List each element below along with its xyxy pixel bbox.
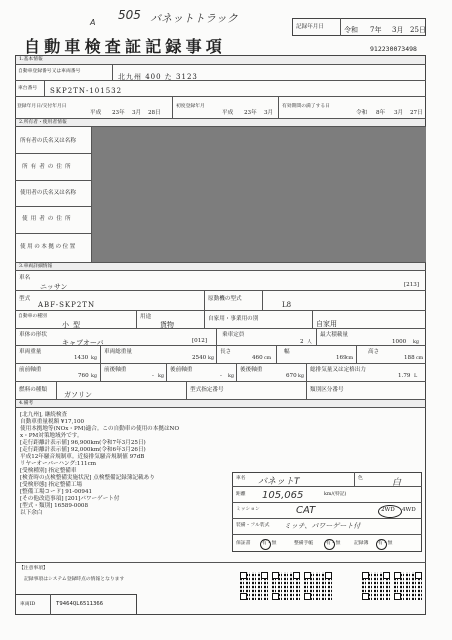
vehicle-id-value: T9464QL6511366 (56, 601, 104, 607)
card-distance-label: 距離 (236, 492, 246, 497)
expiry-year: 8年 (376, 110, 386, 116)
type-no-label: 型式指定番号 (190, 387, 224, 393)
class-no-label: 類別区分番号 (310, 387, 344, 393)
fr-axle-label: 前後軸重 (104, 367, 127, 373)
remark-line: 平成12年騒音規制車。近接排気騒音規制値 97dB (20, 454, 145, 460)
card-color-label: 色 (358, 476, 363, 481)
displacement-label: 総排気量又は定格出力 (310, 367, 366, 373)
ff-axle-label: 前前軸重 (19, 367, 42, 373)
remark-line: [受検種別] 指定整備車 (20, 468, 77, 474)
rr-axle-unit: kg (298, 374, 304, 379)
width-label: 幅 (284, 349, 290, 355)
remark-line: [北九州], 継続検査 (20, 412, 68, 418)
remark-line: [その他改造事項] [201]パワーゲート付 (20, 496, 120, 502)
maintenance-label: 整備手帳 (294, 541, 314, 546)
section1-heading: 1.基本情報 (19, 57, 43, 62)
warranty-options: 有・無 (262, 541, 277, 546)
expiry-era: 令和 (356, 110, 368, 116)
handwritten-mark-a: A (90, 18, 96, 27)
notes-text: 記録事項はシステム登録時点の情報となります (24, 577, 125, 582)
user-name-label: 使用者の氏名又は名称 (20, 190, 76, 196)
record-book-label: 記録簿 (354, 541, 369, 546)
remark-line: [受検形態] 指定整備工場 (20, 482, 83, 488)
rr-axle-value: 670 (286, 373, 297, 379)
maintenance-yes-circle (324, 539, 335, 550)
height-unit: cm (416, 356, 424, 361)
card-distance-unit: km/(特記) (324, 492, 347, 497)
shape-value: キャブオーバ (62, 339, 104, 347)
gross-label: 車両総重量 (104, 349, 132, 355)
notes-heading: 【注意事項】 (19, 566, 48, 571)
max-load-label: 最大積載量 (320, 332, 348, 338)
section4-heading: 4.備考 (19, 401, 34, 406)
use-value: 貨物 (160, 321, 174, 329)
private-label: 自家用・事業用の別 (208, 316, 259, 322)
card-mission-value: CAT (296, 505, 316, 516)
rf-axle-unit: kg (228, 374, 234, 379)
remark-line: [検査時の点検整備実施状況] 点検整備記録簿記載あり (20, 475, 155, 481)
remarks-list (20, 412, 240, 517)
width-unit: cm (346, 356, 354, 361)
shape-code: [012] (192, 338, 208, 344)
record-date-year: 7年 (370, 26, 382, 34)
card-mission-label: ミッション (236, 507, 260, 512)
initial-era: 平成 (222, 110, 234, 116)
shape-label: 車体の形状 (19, 332, 47, 338)
fuel-value: ガソリン (64, 391, 92, 399)
first-reg-day: 28日 (148, 110, 161, 116)
remark-line: [走行距離計表示値] 96,900km(令和7年3月25日) (20, 440, 146, 446)
height-value: 188 (404, 355, 415, 361)
vehicle-id-label: 車両ID (20, 602, 36, 607)
rr-axle-label: 後後軸重 (240, 367, 263, 373)
fr-axle-value: - (152, 373, 154, 379)
engine-label: 原動機の型式 (208, 296, 242, 302)
card-name-value: バネットT (258, 477, 300, 487)
first-reg-era: 平成 (90, 110, 102, 116)
record-date-label: 記録年月日 (296, 24, 324, 30)
qr-code-3 (304, 572, 332, 600)
card-name-label: 車名 (236, 476, 246, 481)
initial-month: 3月 (264, 110, 274, 116)
drive-2wd-option: 2WD (381, 507, 395, 513)
width-value: 169 (336, 355, 347, 361)
remark-line: x・PM対策地域外です。 (20, 433, 83, 439)
owner-address-label: 所有者の住所 (22, 164, 74, 170)
fuel-label: 燃料の種類 (19, 387, 47, 393)
use-label: 用途 (140, 314, 152, 320)
card-distance-value: 105,065 (262, 490, 304, 501)
maker-label: 車名 (19, 275, 31, 281)
page-title: 自動車検査証記録事項 (24, 37, 227, 56)
maker-value: ニッサン (40, 283, 68, 291)
warranty-label: 保証書 (236, 541, 251, 546)
drive-4wd-option: 4WD (402, 507, 416, 513)
ff-axle-value: 760 (78, 373, 89, 379)
remark-line: 自動車重量税額 ¥17,100 (20, 419, 85, 425)
first-reg-year: 23年 (112, 110, 125, 116)
record-date-era: 令和 (344, 26, 358, 34)
maker-code: [213] (404, 282, 420, 288)
remark-line: 以下余白 (20, 510, 43, 516)
section2-heading: 2.所有者・使用者情報 (19, 120, 67, 125)
record-book-yes-circle (376, 539, 387, 550)
warranty-yes-circle (260, 539, 271, 550)
kind-label: 自動車の種別 (18, 314, 47, 319)
max-load-unit: kg (413, 340, 419, 345)
weight-value: 1430 (74, 355, 89, 361)
capacity-unit: 人 (307, 340, 312, 345)
fr-axle-unit: kg (158, 374, 164, 379)
owner-info-redaction (92, 127, 426, 262)
owner-name-label: 所有者の氏名又は名称 (20, 138, 76, 144)
length-unit: cm (264, 356, 272, 361)
engine-value: L8 (282, 301, 292, 309)
expiry-label: 有効期間の満了する日 (282, 104, 330, 109)
remark-line: [型式・類別] 16589-0008 (20, 503, 89, 509)
rf-axle-label: 後前軸重 (170, 367, 193, 373)
capacity-label: 乗車定員 (222, 332, 245, 338)
qr-code-5 (394, 572, 422, 600)
remark-line: 使用本拠地等(NOx・PM)適合。この自動車の使用の本拠はNO (20, 426, 180, 432)
remark-line: [走行距離計表示値] 92,000km(令和6年3月26日) (20, 447, 146, 453)
length-value: 460 (252, 355, 263, 361)
qr-code-2 (272, 572, 300, 600)
maintenance-options: 有・無 (326, 541, 341, 546)
displacement-value: 1.79 (398, 373, 411, 379)
first-reg-label: 登録年月日/交付年月日 (17, 104, 67, 109)
registration-value: 北九州 400 た 3123 (118, 73, 198, 81)
user-address-label: 使用者の住所 (22, 216, 74, 222)
weight-label: 車両重量 (19, 349, 42, 355)
weight-unit: kg (91, 356, 97, 361)
gross-unit: kg (208, 356, 214, 361)
remark-line: リヤーオーバーハング:111cm (20, 461, 97, 467)
section3-heading: 3.車両詳細情報 (19, 264, 53, 269)
gross-value: 2540 (192, 355, 207, 361)
height-label: 高さ (368, 349, 380, 355)
initial-year: 23年 (244, 110, 257, 116)
remark-line: [整備工場コード] 91-00941 (20, 489, 93, 495)
kind-value: 小型 (62, 321, 84, 329)
max-load-value: 1000 (392, 339, 407, 345)
ff-axle-unit: kg (91, 374, 97, 379)
qr-code-4 (362, 572, 390, 600)
card-equipment-label: 装備・フル装式 (236, 523, 270, 528)
card-equipment-value: ミッチ、パワーゲート付 (284, 522, 361, 530)
length-label: 長さ (220, 349, 232, 355)
record-date-day: 25日 (410, 26, 426, 34)
document-number: 912230073498 (370, 45, 417, 53)
card-color-value: 白 (392, 478, 402, 488)
base-location-label: 使用の本拠の位置 (20, 244, 77, 250)
model-value: ABF-SKP2TN (38, 301, 96, 309)
rf-axle-value: - (220, 373, 222, 379)
model-label: 型式 (19, 296, 31, 302)
chassis-value: SKP2TN-101532 (50, 87, 123, 95)
registration-label: 自動車登録番号又は車両番号 (18, 69, 81, 74)
record-date-month: 3月 (392, 26, 404, 34)
expiry-day: 27日 (410, 110, 423, 116)
private-value: 自家用 (316, 320, 337, 328)
initial-label: 初度登録年月 (176, 104, 205, 109)
capacity-value: 2 (300, 339, 304, 345)
handwritten-number: 505 (118, 8, 141, 22)
first-reg-month: 3月 (132, 110, 142, 116)
handwritten-vehicle-note: バネットトラック (150, 12, 238, 25)
displacement-unit: L (414, 374, 418, 379)
expiry-month: 3月 (394, 110, 404, 116)
qr-code-1 (240, 572, 268, 600)
chassis-label: 車台番号 (18, 86, 38, 91)
record-book-options: 有・無 (378, 541, 393, 546)
